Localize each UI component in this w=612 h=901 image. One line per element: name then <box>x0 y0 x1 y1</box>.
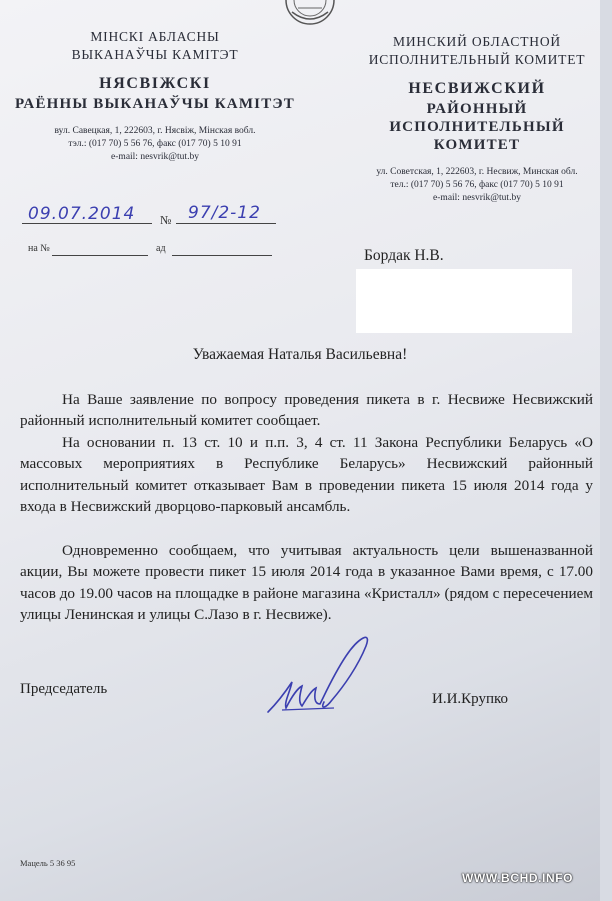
handwritten-number: 97/2-12 <box>188 203 261 223</box>
email-by: e-mail: nesvrik@tut.by <box>111 152 199 162</box>
email-ru: e-mail: nesvrik@tut.by <box>433 193 521 203</box>
committee-name-ru-line1: НЕСВИЖСКИЙ <box>408 80 546 97</box>
org-name-ru-line1: МИНСКИЙ ОБЛАСТНОЙ <box>393 34 561 49</box>
header-russian <box>342 33 612 205</box>
header-belarusian <box>10 28 300 164</box>
incoming-number-line <box>52 255 148 256</box>
incoming-date-label: ад <box>156 243 166 254</box>
number-prefix: № <box>160 213 172 227</box>
body-paragraph-2: На основании п. 13 ст. 10 и п.п. 3, 4 ст. 11 Закона Республики Беларусь «О массовых мероприятиях в Республике Беларусь» Несвижский районный исполнительный комитет отказывает Вам в проведении пикета 15 июля 2014 года у входа в Несвижский дворцово-парковый ансамбль. <box>20 434 593 516</box>
org-name-ru-line2: ИСПОЛНИТЕЛЬНЫЙ КОМИТЕТ <box>368 52 586 67</box>
body-paragraph-3: Одновременно сообщаем, что учитывая актуальность цели вышеназванной акции, Вы можете провести пикет 15 июля 2014 года в указанное Вами время, с 17.00 часов до 19.00 часов на площадке в районе магазина «Кристалл» (рядом с пересечением улицы Ленинская и улицы С.Лазо в г. Несвиже). <box>20 542 593 624</box>
body-paragraph-1: На Ваше заявление по вопросу проведения пикета в г. Несвиже Несвижский районный исполнительный комитет сообщает. <box>20 391 593 430</box>
signatory-name: И.И.Крупко <box>432 691 509 707</box>
redaction-box <box>356 269 572 333</box>
site-watermark: WWW.BCHD.INFO <box>462 871 574 885</box>
incoming-number-label: на № <box>28 243 50 254</box>
salutation: Уважаемая Наталья Васильевна! <box>192 346 408 363</box>
signatory-title: Председатель <box>20 681 108 697</box>
committee-name-ru-line2: РАЙОННЫЙ ИСПОЛНИТЕЛЬНЫЙ <box>389 101 565 135</box>
org-name-by-line1: МІНСКІ АБЛАСНЫ <box>90 29 220 44</box>
committee-name-ru-line3: КОМИТЕТ <box>433 137 521 153</box>
date-line <box>22 223 152 224</box>
address-ru: ул. Советская, 1, 222603, г. Несвиж, Минская обл. <box>376 167 578 177</box>
handwritten-signature <box>262 630 392 718</box>
address-by: вул. Савецкая, 1, 222603, г. Нясвіж, Мінская вобл. <box>54 126 256 136</box>
executor-note: Мацель 5 36 95 <box>20 858 76 868</box>
handwritten-date: 09.07.2014 <box>28 204 136 224</box>
incoming-date-line <box>172 255 272 256</box>
committee-name-by-line2: РАЁННЫ ВЫКАНАЎЧЫ КАМІТЭТ <box>14 96 296 112</box>
phone-by: тэл.: (017 70) 5 56 76, факс (017 70) 5 10 91 <box>68 139 242 149</box>
addressee-name: Бордак Н.В. <box>364 247 444 264</box>
number-line <box>176 223 276 224</box>
phone-ru: тел.: (017 70) 5 56 76, факс (017 70) 5 10 91 <box>390 180 564 190</box>
org-name-by-line2: ВЫКАНАЎЧЫ КАМІТЭТ <box>71 47 239 62</box>
committee-name-by-line1: НЯСВІЖСКІ <box>99 75 211 92</box>
